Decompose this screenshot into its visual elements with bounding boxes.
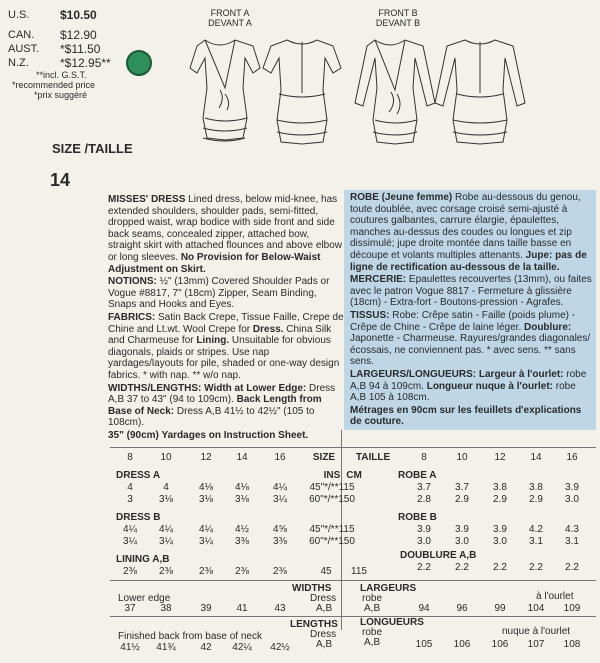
widths-label: WIDTHS/LENGTHS: Width at Lower Edge:	[108, 382, 307, 394]
english-description	[108, 194, 344, 442]
size-header: 10	[160, 452, 172, 463]
metrages-note: Métrages en 90cm sur les feuillets d'explications de couture.	[350, 404, 582, 428]
table-cell: 3⅛	[159, 494, 173, 505]
table-cell: 4.2	[529, 524, 543, 535]
size-header-fr: 8	[421, 452, 427, 463]
table-cell: 3⅛	[199, 494, 213, 505]
table-cell: 3.9	[565, 482, 579, 493]
price-value: *$11.50	[60, 42, 101, 56]
table-cell: 3¼	[199, 536, 213, 547]
table-cell: 2.2	[565, 562, 579, 573]
fabric-width: 60"*/**150	[309, 494, 355, 505]
table-cell: 2.2	[493, 562, 507, 573]
table-cell: 4¼	[123, 524, 137, 535]
fabrics-text: Satin Back Crepe, Tissue Faille, Crepe de Chine and Lt.wt. Wool Crepe for	[108, 311, 344, 335]
fabrics-text-2: China Silk and Charmeuse for	[108, 323, 332, 347]
table-cell: 2⅜	[273, 566, 287, 577]
dress-front-a-drawing	[190, 40, 260, 141]
back-length-text: Dress A,B 41½ to 42½" (105 to 108cm).	[108, 405, 315, 429]
cm-label: CM	[346, 470, 362, 481]
table-cell: 3.0	[493, 536, 507, 547]
price-value: *$12.95**	[60, 56, 111, 70]
finished-back-label: Finished back from base of neck	[118, 631, 262, 642]
widths-text: Dress A,B 37 to 43" (94 to 109cm).	[108, 382, 336, 406]
fabrics-dress: Dress.	[250, 323, 284, 335]
size-number: 14	[50, 170, 71, 190]
green-dot-icon	[126, 50, 152, 76]
robe-a-label: ROBE A	[398, 470, 437, 481]
size-header-fr: 16	[566, 452, 578, 463]
widths-label-table: WIDTHS	[292, 583, 332, 594]
table-cell: 4⅛	[199, 482, 213, 493]
table-cell: 41¾	[156, 642, 176, 653]
tissus-text: Robe: Crêpe satin - Faille (poids plume) - Crêpe de Chine - Crêpe de laine léger.	[350, 309, 576, 333]
back-length-label: Back Length from Base of Neck:	[108, 394, 322, 417]
mercerie-label: MERCERIE:	[350, 274, 407, 286]
robe-word: robe	[362, 627, 383, 638]
size-header-fr: 14	[530, 452, 542, 463]
largeurs-text: robe A,B 94 à 109cm.	[350, 368, 587, 392]
table-cell: 2⅜	[199, 566, 213, 577]
table-rule	[110, 580, 596, 581]
table-cell: 104	[527, 603, 545, 614]
description-title: MISSES' DRESS	[108, 194, 186, 205]
nuque-label: nuque à l'ourlet	[502, 626, 571, 637]
table-cell: 3¼	[273, 494, 287, 505]
table-cell: 4¼	[273, 482, 287, 493]
size-title: SIZE /TAILLE	[52, 141, 133, 156]
price-code: CAN.	[8, 29, 35, 41]
table-cell: 2.9	[529, 494, 543, 505]
table-cell: 2.9	[455, 494, 469, 505]
table-cell: 3.1	[529, 536, 543, 547]
dress-b-label: DRESS B	[116, 512, 161, 523]
table-cell: 2.2	[455, 562, 469, 573]
table-cell: 107	[527, 639, 545, 650]
description-text-fr: Robe au-dessous du genou, toute doublée, avec corsage croisé semi-ajusté à coutures galbantes, carrure élargie, épaulettes, manches au-dessus des coudes ou longues et zip dissimulé; jupe droite montée dans taille basse en découpe et volants multiples attenants.	[350, 192, 581, 261]
figure-label-front-a	[200, 8, 260, 28]
price-list	[8, 8, 111, 100]
size-header-fr: 10	[456, 452, 468, 463]
devant-b-label: DEVANT B	[375, 18, 421, 28]
longueur-label: Longueur nuque à l'ourlet:	[423, 380, 553, 392]
ins-label: INS	[323, 470, 341, 481]
price-value: $12.90	[60, 28, 97, 42]
table-cell: 3.9	[417, 524, 431, 535]
dress-a-label: DRESS A	[116, 470, 161, 481]
table-cell: 4	[127, 482, 133, 493]
description-text: Lined dress, below mid-knee, has extended shoulders, shoulder pads, semi-fitted, dropped waist, wrap bodice with side front and side back seams, concealed zipper, attached bow, straight skirt with attached flounces and above elbow or long sleeves.	[108, 194, 343, 263]
fabrics-lining: Lining.	[193, 335, 230, 347]
largeurs-label: LARGEURS/LONGUEURS: Largeur à l'ourlet:	[350, 368, 564, 380]
table-rule	[110, 447, 596, 448]
lining-label: LINING A,B	[116, 554, 170, 565]
table-cell: 3.0	[455, 536, 469, 547]
longueur-text: robe A,B 105 à 108cm.	[350, 380, 576, 404]
figure-label-front-b	[368, 8, 428, 28]
size-header: 12	[200, 452, 212, 463]
size-header: 8	[127, 452, 133, 463]
front-a-label: FRONT A	[210, 8, 250, 18]
table-cell: 96	[456, 603, 468, 614]
table-cell: 3¼	[159, 536, 173, 547]
table-rule	[110, 616, 596, 617]
table-cell: 105	[415, 639, 433, 650]
table-cell: 3.0	[565, 494, 579, 505]
table-cell: 3⅜	[235, 536, 249, 547]
fabric-width: 45	[320, 566, 332, 577]
table-cell: 3⅜	[273, 536, 287, 547]
robe-b-label: ROBE B	[398, 512, 437, 523]
ab-word: A,B	[364, 637, 381, 648]
table-cell: 3	[127, 494, 133, 505]
table-cell: 4⅛	[235, 482, 249, 493]
table-cell: 106	[453, 639, 471, 650]
description-note-fr: Jupe: pas de ligne de rectification au-dessous de la taille.	[350, 249, 587, 273]
price-code: AUST.	[8, 43, 40, 55]
table-cell: 37	[124, 603, 136, 614]
mercerie-text: Epaulettes recouvertes (13mm), ou faites avec le patron Vogue 8817 - Fermeture à glissière (18cm) - Extra-fort - Boutons-pression - Agrafes.	[350, 274, 592, 309]
tissus-text-2: Japonette - Charmeuse. Rayures/grandes diagonales/écossais, ne conviennent pas. * avec sens. ** sans sens.	[350, 333, 591, 368]
size-header: 16	[274, 452, 286, 463]
table-cell: 41	[236, 603, 248, 614]
french-description	[350, 192, 594, 429]
lengths-label-table: LENGTHS	[290, 619, 338, 630]
longueurs-label-table: LONGUEURS	[360, 617, 424, 628]
table-cell: 42½	[270, 642, 290, 653]
table-cell: 2⅜	[123, 566, 137, 577]
taille-label: TAILLE	[355, 452, 391, 463]
lower-edge-label: Lower edge	[118, 593, 171, 604]
front-b-label: FRONT B	[378, 8, 418, 18]
fabric-width: 115	[351, 566, 367, 577]
table-cell: 94	[418, 603, 430, 614]
fabric-width: 45"*/**115	[309, 482, 355, 493]
table-cell: 4	[163, 482, 169, 493]
table-cell: 2⅜	[159, 566, 173, 577]
size-header-fr: 12	[494, 452, 506, 463]
table-cell: 3.8	[493, 482, 507, 493]
table-cell: 106	[491, 639, 509, 650]
price-value: $10.50	[60, 8, 97, 22]
table-cell: 99	[494, 603, 506, 614]
tissus-label: TISSUS:	[350, 309, 390, 321]
dress-back-b-drawing	[435, 40, 525, 144]
table-cell: 3.8	[529, 482, 543, 493]
table-cell: 3.7	[417, 482, 431, 493]
a-lourlet-label: à l'ourlet	[536, 591, 574, 602]
yardages-note: 35" (90cm) Yardages on Instruction Sheet.	[108, 429, 309, 441]
price-note: **incl. G.S.T.	[36, 70, 87, 80]
table-cell: 3.0	[417, 536, 431, 547]
table-cell: 43	[274, 603, 286, 614]
table-cell: 4⅝	[273, 524, 287, 535]
fabrics-text-3: Unsuitable for obvious diagonals, plaids or stripes. Use nap yardages/layouts for pile, shaded or one-way design fabrics. * with nap. ** w/o nap.	[108, 335, 340, 381]
dress-front-b-drawing	[355, 40, 435, 144]
table-cell: 2.9	[493, 494, 507, 505]
table-cell: 2⅜	[235, 566, 249, 577]
table-cell: 3⅛	[235, 494, 249, 505]
yardage-table	[0, 430, 600, 663]
devant-a-label: DEVANT A	[208, 18, 252, 28]
table-cell: 3¼	[123, 536, 137, 547]
price-code: N.Z.	[8, 57, 29, 69]
robe-word: robe	[362, 593, 383, 604]
table-cell: 109	[563, 603, 581, 614]
description-note: No Provision for Below-Waist Adjustment on Skirt.	[108, 251, 321, 275]
dress-word: Dress	[310, 593, 337, 604]
table-cell: 4¼	[159, 524, 173, 535]
table-cell: 2.2	[417, 562, 431, 573]
table-cell: 4.3	[565, 524, 579, 535]
size-label: SIZE	[312, 452, 336, 463]
dress-back-a-drawing	[263, 40, 341, 144]
dress-illustrations	[165, 28, 595, 178]
largeurs-label-table: LARGEURS	[360, 583, 417, 594]
fabric-width: 60"*/**150	[309, 536, 355, 547]
table-cell: 3.9	[455, 524, 469, 535]
notions-label: NOTIONS:	[108, 276, 157, 288]
table-cell: 39	[200, 603, 212, 614]
price-note: *prix suggéré	[34, 90, 88, 100]
ab-word: A,B	[316, 639, 333, 650]
fabrics-label: FABRICS:	[108, 311, 156, 323]
table-cell: 41½	[120, 642, 140, 653]
ab-word: A,B	[364, 603, 381, 614]
table-cell: 2.2	[529, 562, 543, 573]
table-cell: 3.9	[493, 524, 507, 535]
table-cell: 2.8	[417, 494, 431, 505]
fabric-width: 45"*/**115	[309, 524, 355, 535]
description-title-fr: ROBE (Jeune femme)	[350, 192, 453, 203]
ab-word: A,B	[316, 603, 333, 614]
table-cell: 3.7	[455, 482, 469, 493]
table-cell: 4½	[235, 524, 249, 535]
size-header: 14	[236, 452, 248, 463]
table-cell: 42	[200, 642, 212, 653]
doublure-label-table: DOUBLURE A,B	[400, 550, 477, 561]
dress-word: Dress	[310, 629, 337, 640]
table-cell: 108	[563, 639, 581, 650]
table-cell: 38	[160, 603, 172, 614]
notions-text: ½" (13mm) Covered Shoulder Pads or Vogue #8817, 7" (18cm) Zipper, Seam Binding, Snaps and Hooks and Eyes.	[108, 276, 330, 311]
price-code: U.S.	[8, 9, 30, 21]
table-cell: 3.1	[565, 536, 579, 547]
table-cell: 42¼	[232, 642, 252, 653]
doublure-label: Doublure:	[521, 321, 572, 333]
table-cell: 4¼	[199, 524, 213, 535]
price-note: *recommended price	[12, 80, 96, 90]
